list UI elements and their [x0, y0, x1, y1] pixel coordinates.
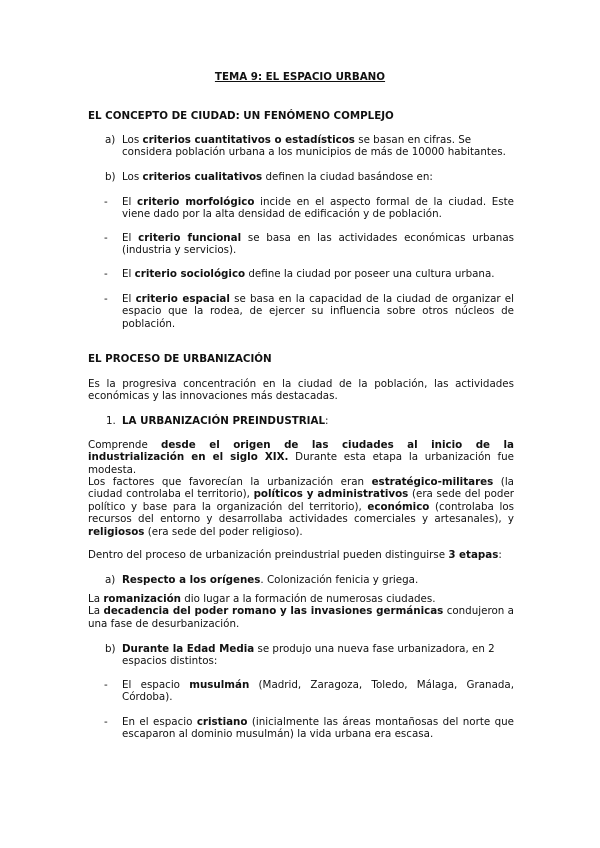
bullet-espacio-musulman: El espacio musulmán (Madrid, Zaragoza, Toledo, Málaga, Granada, Córdoba).: [122, 679, 515, 704]
item-edad-media: Durante la Edad Media se produjo una nueva fase urbanizadora, en 2 espacios distintos:: [122, 643, 495, 668]
bullet-marker: -: [104, 232, 108, 244]
subheading-preindustrial: LA URBANIZACIÓN PREINDUSTRIAL:: [122, 415, 329, 427]
bullet-criterio-morfologico: El criterio morfológico incide en el aspecto formal de la ciudad. Este viene dado por la alta densidad de edificación y de población.: [122, 196, 514, 221]
list-marker: 1.: [106, 415, 116, 427]
page-title: TEMA 9: EL ESPACIO URBANO: [214, 71, 386, 83]
paragraph-etapas: Dentro del proceso de urbanización preindustrial pueden distinguirse 3 etapas:: [88, 549, 502, 561]
bullet-marker: -: [104, 196, 108, 208]
section-heading-proceso: EL PROCESO DE URBANIZACIÓN: [88, 353, 272, 365]
bullet-criterio-funcional: El criterio funcional se basa en las actividades económicas urbanas (industria y servicios).: [122, 232, 514, 257]
bullet-criterio-espacial: El criterio espacial se basa en la capacidad de la ciudad de organizar el espacio que la rodea, de ejercer su influencia sobre otros núcleos de población.: [122, 293, 514, 330]
bullet-criterio-sociologico: El criterio sociológico define la ciudad por poseer una cultura urbana.: [122, 268, 495, 280]
bullet-marker: -: [104, 268, 108, 280]
list-marker: a): [105, 574, 116, 586]
list-marker: b): [105, 171, 116, 183]
paragraph-comprende: Comprende desde el origen de las ciudades al inicio de la industrialización en el siglo XIX. Durante esta etapa la urbanización fue modesta.: [88, 439, 514, 476]
list-marker: b): [105, 643, 116, 655]
section-heading-concepto: EL CONCEPTO DE CIUDAD: UN FENÓMENO COMPLEJO: [88, 110, 394, 122]
paragraph-criterios-cuantitativos: Los criterios cuantitativos o estadísticos se basan en cifras. Se considera población urbana a los municipios de más de 10000 habitantes.: [122, 134, 506, 159]
list-marker: a): [105, 134, 116, 146]
bullet-marker: -: [104, 679, 108, 691]
bullet-marker: -: [104, 716, 108, 728]
bullet-espacio-cristiano: En el espacio cristiano (inicialmente las áreas montañosas del norte que escaparon al dominio musulmán) la vida urbana era escasa.: [122, 716, 515, 741]
paragraph-romanizacion: La romanización dio lugar a la formación de numerosas ciudades. La decadencia del poder romano y las invasiones germánicas condujeron a una fase de desurbanización.: [88, 593, 514, 630]
bullet-marker: -: [104, 293, 108, 305]
paragraph-criterios-cualitativos: Los criterios cualitativos definen la ciudad basándose en:: [122, 171, 433, 183]
item-origenes: Respecto a los orígenes. Colonización fenicia y griega.: [122, 574, 419, 586]
paragraph-factores: Los factores que favorecían la urbanización eran estratégico-militares (la ciudad controlaba el territorio), políticos y administrativos (era sede del poder político y base para la organización del territorio), económico (controlaba los recursos del entorno y desarrollaba actividades comerciales y artesanales), y religiosos (era sede del poder religioso).: [88, 476, 515, 538]
paragraph-definicion: Es la progresiva concentración en la ciudad de la población, las actividades económicas y las innovaciones más destacadas.: [88, 378, 514, 403]
